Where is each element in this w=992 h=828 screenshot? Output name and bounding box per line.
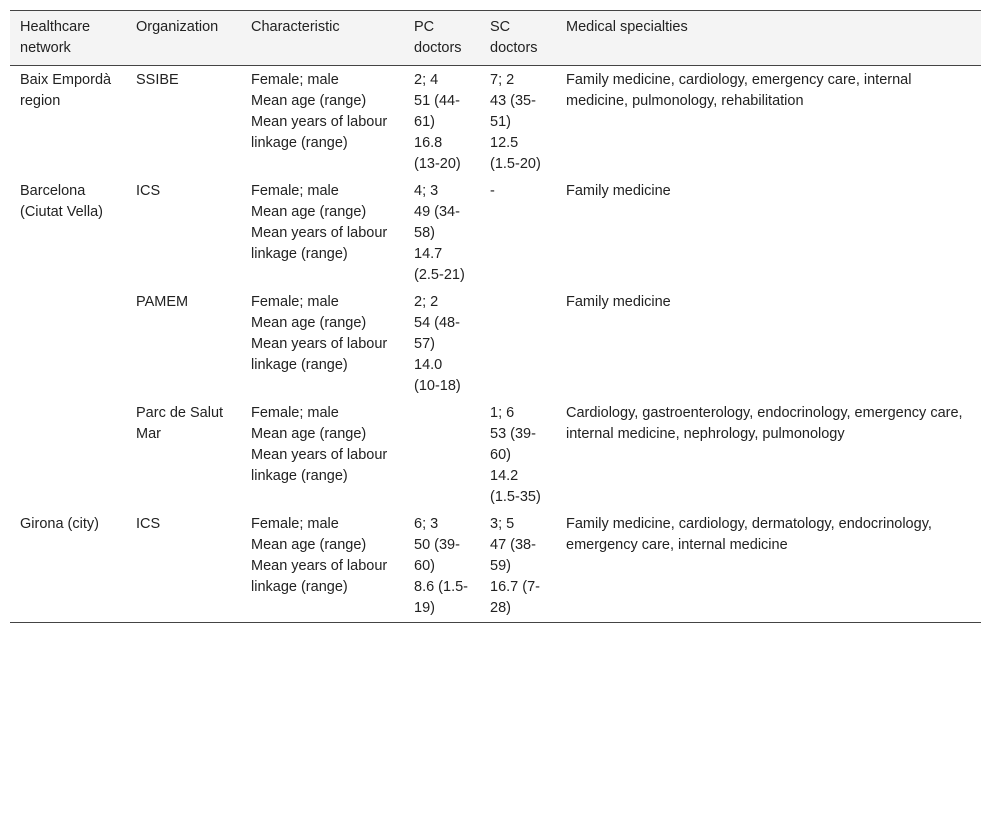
cell-pc-doctors	[404, 178, 480, 289]
cell-medical-specialties: Family medicine, cardiology, dermatology, endocrinology, emergency care, internal medicine	[566, 516, 932, 553]
cell-organization: ICS	[136, 183, 161, 199]
cell-pc-doctors	[404, 289, 480, 400]
cell-pc-doctors-line: 2; 2	[414, 294, 439, 310]
cell-sc-doctors-line: 1; 6	[490, 405, 515, 421]
cell-pc-doctors-line: 49 (34-58)	[414, 204, 460, 241]
cell-characteristic-line: Mean age (range)	[251, 204, 367, 220]
cell-characteristic-line: Female; male	[251, 183, 339, 199]
cell-medical-specialties: Family medicine	[566, 294, 671, 310]
table-row	[10, 511, 981, 623]
cell-sc-doctors	[480, 289, 556, 400]
cell-sc-doctors-line: 47 (38-59)	[490, 537, 536, 574]
table-row	[10, 289, 981, 400]
header-medical-specialties: Medical specialties	[566, 19, 688, 35]
header-sc-doctors: SC doctors	[490, 19, 538, 56]
header-healthcare-network: Healthcare network	[20, 19, 91, 56]
doctors-table	[10, 10, 981, 623]
cell-sc-doctors-line: 14.2 (1.5-35)	[490, 468, 541, 505]
cell-organization: ICS	[136, 516, 161, 532]
cell-characteristic	[241, 66, 404, 179]
cell-sc-doctors-line: 12.5 (1.5-20)	[490, 135, 541, 172]
table-header-row	[10, 11, 981, 66]
cell-characteristic-line: Female; male	[251, 405, 339, 421]
cell-healthcare-network	[10, 289, 126, 400]
cell-pc-doctors	[404, 66, 480, 179]
cell-characteristic-line: Female; male	[251, 516, 339, 532]
cell-pc-doctors-line: 8.6 (1.5-19)	[414, 579, 468, 616]
cell-healthcare-network: Baix Empordà region	[20, 72, 112, 109]
cell-pc-doctors-line: 50 (39-60)	[414, 537, 460, 574]
cell-characteristic-line: Mean age (range)	[251, 93, 367, 109]
cell-sc-doctors	[480, 178, 556, 289]
header-organization: Organization	[136, 19, 219, 35]
cell-characteristic-line: Mean age (range)	[251, 315, 367, 331]
cell-organization: SSIBE	[136, 72, 179, 88]
cell-sc-doctors-line: 7; 2	[490, 72, 515, 88]
cell-characteristic-line: Mean age (range)	[251, 537, 367, 553]
cell-organization: PAMEM	[136, 294, 189, 310]
cell-pc-doctors-line: 51 (44-61)	[414, 93, 460, 130]
cell-characteristic-line: Female; male	[251, 72, 339, 88]
table-container	[10, 10, 981, 623]
cell-sc-doctors	[480, 66, 556, 179]
header-pc-doctors: PC doctors	[414, 19, 462, 56]
cell-characteristic-line: Mean years of labour linkage (range)	[251, 114, 388, 151]
cell-pc-doctors-line: 4; 3	[414, 183, 439, 199]
cell-organization: Parc de Salut Mar	[136, 405, 224, 442]
cell-medical-specialties: Family medicine, cardiology, emergency care, internal medicine, pulmonology, rehabilitation	[566, 72, 912, 109]
cell-sc-doctors-line: -	[490, 183, 495, 199]
table-row	[10, 178, 981, 289]
cell-medical-specialties: Family medicine	[566, 183, 671, 199]
cell-sc-doctors-line: 43 (35-51)	[490, 93, 536, 130]
cell-sc-doctors	[480, 511, 556, 623]
cell-characteristic	[241, 178, 404, 289]
table-row	[10, 400, 981, 511]
cell-pc-doctors-line: 14.7 (2.5-21)	[414, 246, 465, 283]
cell-pc-doctors-line: 54 (48-57)	[414, 315, 460, 352]
header-characteristic: Characteristic	[251, 19, 340, 35]
cell-characteristic-line: Mean years of labour linkage (range)	[251, 336, 388, 373]
cell-sc-doctors-line: 16.7 (7-28)	[490, 579, 540, 616]
cell-characteristic-line: Mean years of labour linkage (range)	[251, 558, 388, 595]
cell-medical-specialties: Cardiology, gastroenterology, endocrinology, emergency care, internal medicine, nephrology, pulmonology	[566, 405, 963, 442]
cell-pc-doctors	[404, 511, 480, 623]
cell-healthcare-network: Girona (city)	[20, 516, 99, 532]
cell-healthcare-network: Barcelona (Ciutat Vella)	[20, 183, 104, 220]
cell-characteristic	[241, 289, 404, 400]
cell-healthcare-network	[10, 400, 126, 511]
cell-characteristic-line: Female; male	[251, 294, 339, 310]
cell-characteristic-line: Mean age (range)	[251, 426, 367, 442]
cell-pc-doctors-line: 16.8 (13-20)	[414, 135, 461, 172]
cell-sc-doctors	[480, 400, 556, 511]
cell-sc-doctors-line: 3; 5	[490, 516, 515, 532]
cell-characteristic	[241, 511, 404, 623]
cell-characteristic-line: Mean years of labour linkage (range)	[251, 447, 388, 484]
cell-pc-doctors	[404, 400, 480, 511]
cell-pc-doctors-line: 14.0 (10-18)	[414, 357, 461, 394]
cell-sc-doctors-line: 53 (39-60)	[490, 426, 536, 463]
cell-pc-doctors-line: 2; 4	[414, 72, 439, 88]
table-row	[10, 66, 981, 179]
cell-pc-doctors-line: 6; 3	[414, 516, 439, 532]
cell-characteristic	[241, 400, 404, 511]
cell-characteristic-line: Mean years of labour linkage (range)	[251, 225, 388, 262]
